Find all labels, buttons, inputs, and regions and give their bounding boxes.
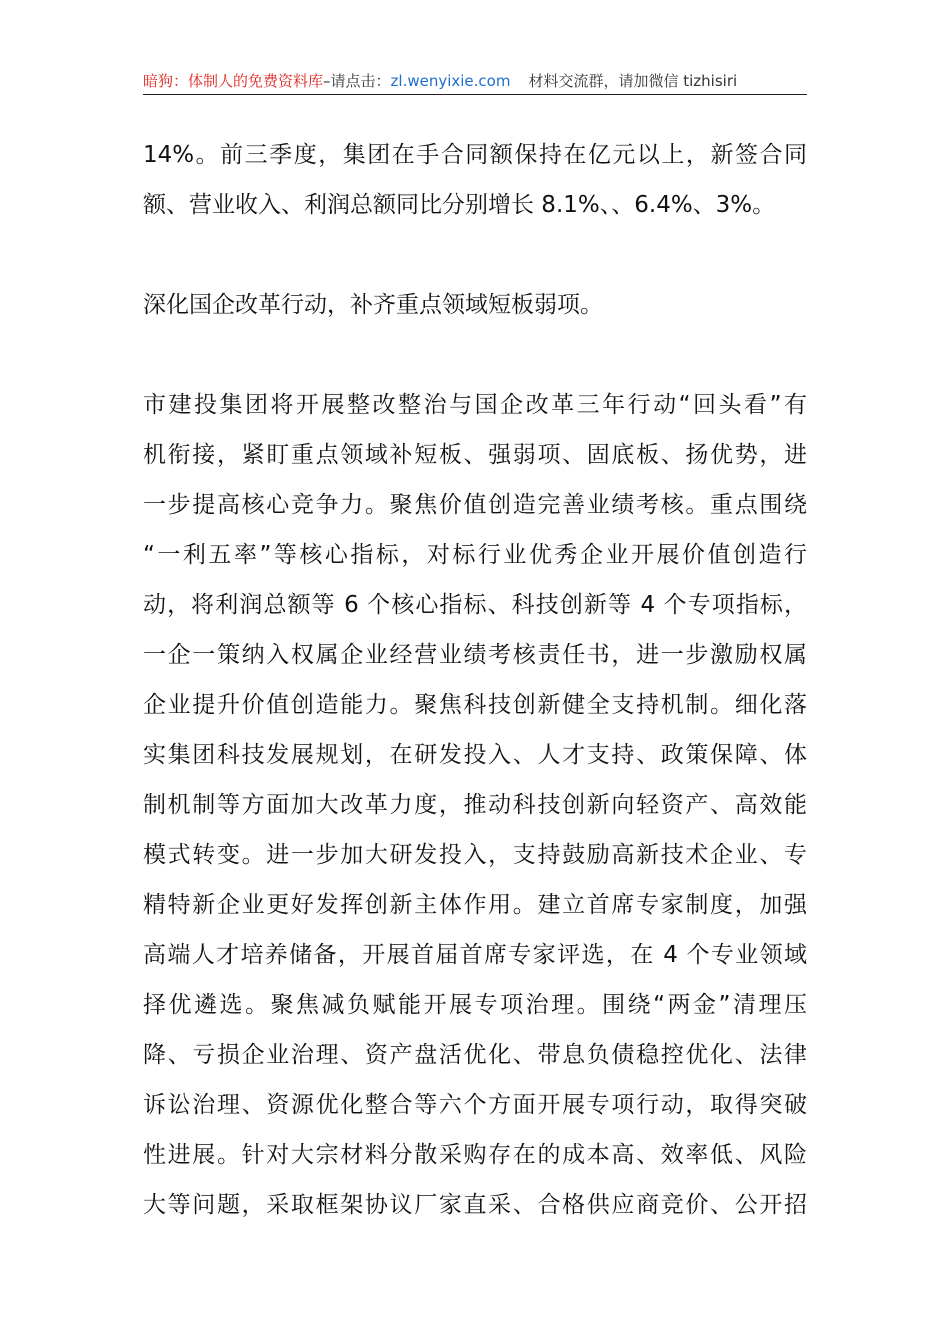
text-line: 高端人才培养储备，开展首届首席专家评选，在 4 个专业领域 (143, 942, 807, 968)
text-line: 深化国企改革行动，补齐重点领域短板弱项。 (143, 292, 603, 318)
text-line: 一企一策纳入权属企业经营业绩考核责任书，进一步激励权属 (143, 642, 807, 668)
text-line: 性进展。针对大宗材料分散采购存在的成本高、效率低、风险 (143, 1142, 807, 1168)
text-line: 企业提升价值创造能力。聚焦科技创新健全支持机制。细化落 (143, 692, 807, 718)
paragraph-3 (143, 380, 807, 1230)
text-line: 降、亏损企业治理、资产盘活优化、带息负债稳控优化、法律 (143, 1042, 807, 1068)
header-brand: 暗狗：体制人的免费资料库 (143, 72, 324, 90)
text-line: 择优遴选。聚焦减负赋能开展专项治理。围绕“两金”清理压 (143, 992, 807, 1018)
page-header (143, 68, 807, 95)
text-line: 14%。前三季度，集团在手合同额保持在亿元以上，新签合同 (143, 142, 807, 168)
text-line: 额、营业收入、利润总额同比分别增长 8.1%、、6.4%、3%。 (143, 192, 776, 218)
paragraph-1 (143, 130, 807, 230)
text-line: 实集团科技发展规划，在研发投入、人才支持、政策保障、体 (143, 742, 807, 768)
text-line: 模式转变。进一步加大研发投入，支持鼓励高新技术企业、专 (143, 842, 807, 868)
text-line: 一步提高核心竞争力。聚焦价值创造完善业绩考核。重点围绕 (143, 492, 807, 518)
header-group-info: 材料交流群，请加微信 tizhisiri (528, 72, 738, 90)
text-line: 精特新企业更好发挥创新主体作用。建立首席专家制度，加强 (143, 892, 807, 918)
text-line: 大等问题，采取框架协议厂家直采、合格供应商竞价、公开招 (143, 1192, 807, 1218)
text-line: 机衔接，紧盯重点领域补短板、强弱项、固底板、扬优势，进 (143, 442, 807, 468)
text-line: 诉讼治理、资源优化整合等六个方面开展专项行动，取得突破 (143, 1092, 807, 1118)
paragraph-gap (143, 230, 807, 280)
text-line: “一利五率”等核心指标，对标行业优秀企业开展价值创造行 (143, 542, 807, 568)
text-line: 市建投集团将开展整改整治与国企改革三年行动“回头看”有 (143, 392, 807, 418)
header-url-link[interactable]: zl.wenyixie.com (390, 72, 511, 90)
header-prompt: 请点击： (330, 72, 391, 90)
text-line: 动，将利润总额等 6 个核心指标、科技创新等 4 个专项指标， (143, 592, 807, 618)
paragraph-gap (143, 330, 807, 380)
text-line: 制机制等方面加大改革力度，推动科技创新向轻资产、高效能 (143, 792, 807, 818)
document-body (143, 130, 807, 1230)
header-dash: – (323, 72, 331, 90)
paragraph-2-heading (143, 280, 807, 330)
